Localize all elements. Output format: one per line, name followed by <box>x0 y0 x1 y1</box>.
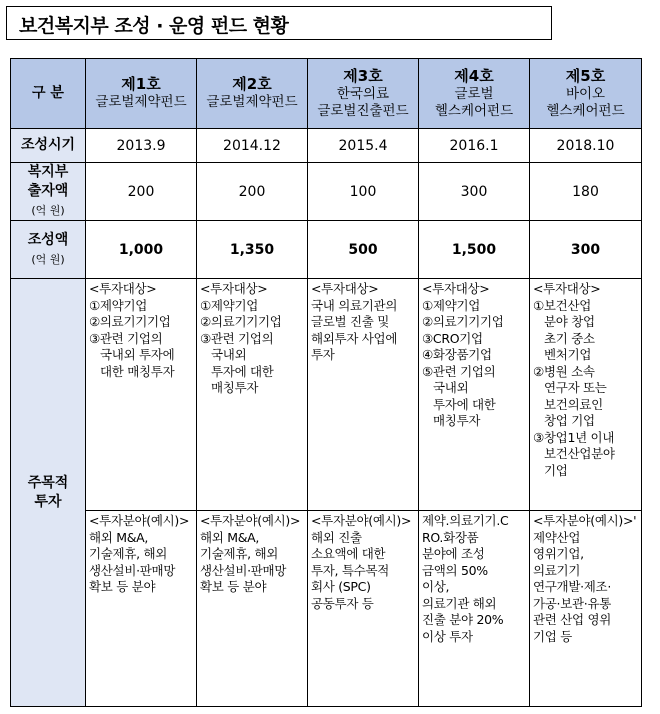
areas-line: 확보 등 분야 <box>200 579 267 594</box>
targets-line: <투자대상> <box>533 281 601 296</box>
areas-line: RO.화장품 <box>422 529 479 545</box>
areas-line: 생산설비·판매망 <box>200 562 287 578</box>
total-value: 500 <box>308 221 419 279</box>
targets-line: ③CRO기업 <box>422 330 483 346</box>
total-value: 1,500 <box>419 221 530 279</box>
main-label: 주목적 투자 <box>11 279 86 707</box>
areas-line: 소요액에 대한 <box>311 546 386 561</box>
targets-line: ②의료기기기업 <box>89 314 171 329</box>
targets-line: 국내외 투자에 <box>89 347 175 362</box>
areas-line: 해외 M&A, <box>89 529 149 545</box>
areas-line: <투자분야(예시)> <box>200 513 301 528</box>
period-value: 2013.9 <box>86 129 197 163</box>
targets-cell-2 <box>197 279 308 511</box>
areas-line: 공동투자 등 <box>311 595 374 611</box>
targets-line: 초기 중소 <box>533 330 595 346</box>
fund-header-2: 제2호 글로벌제약펀드 <box>197 59 308 129</box>
targets-line: ④화장품기업 <box>422 347 492 362</box>
targets-line: <투자대상> <box>422 281 490 296</box>
targets-line: 국내외 <box>200 347 247 362</box>
targets-line: <투자대상> <box>200 281 268 296</box>
areas-line: 해외 M&A, <box>200 529 260 545</box>
areas-line: <투자분야(예시)> <box>89 513 190 528</box>
total-value: 1,000 <box>86 221 197 279</box>
areas-line: 생산설비·판매망 <box>89 562 176 578</box>
period-row <box>11 129 642 163</box>
page-title: 보건복지부 조성 · 운영 펀드 현황 <box>19 15 289 37</box>
targets-line: ①제약기업 <box>422 297 481 313</box>
targets-line: 투자에 대한 <box>422 396 496 412</box>
targets-line: 대한 매칭투자 <box>89 363 175 379</box>
fund-header-1: 제1호 글로벌제약펀드 <box>86 59 197 129</box>
total-value: 1,350 <box>197 221 308 279</box>
areas-line: 영위기업, <box>533 546 584 561</box>
fund-header-5: 제5호 바이오 헬스케어펀드 <box>530 59 642 129</box>
areas-line: 이상, <box>422 579 450 594</box>
targets-line: ③관련 기업의 <box>89 330 163 346</box>
areas-line: 확보 등 분야 <box>89 579 156 594</box>
targets-cell-1 <box>86 279 197 511</box>
gov-label: 복지부 출자액 (억 원) <box>11 163 86 221</box>
gov-value: 180 <box>530 163 642 221</box>
areas-cell-3 <box>308 511 419 707</box>
areas-line: 의료기관 해외 <box>422 595 497 611</box>
targets-line: 분야 창업 <box>533 314 595 329</box>
targets-line: 연구자 또는 <box>533 380 607 395</box>
areas-line: 해외 진출 <box>311 529 362 545</box>
period-value: 2015.4 <box>308 129 419 163</box>
targets-line: 보건의료인 <box>533 396 603 412</box>
areas-line: <투자분야(예시)> <box>311 513 412 528</box>
targets-line: 기업 <box>533 462 568 478</box>
targets-line: 매칭투자 <box>200 380 259 395</box>
gov-value: 200 <box>197 163 308 221</box>
targets-line: 투자에 대한 <box>200 363 274 379</box>
areas-line: 관련 산업 영위 <box>533 612 611 627</box>
targets-cell-4 <box>419 279 530 511</box>
targets-line: <투자대상> <box>311 281 379 296</box>
period-value: 2018.10 <box>530 129 642 163</box>
header-label: 구 분 <box>11 59 86 129</box>
targets-row <box>11 279 642 511</box>
areas-cell-4 <box>419 511 530 707</box>
areas-line: 회사 (SPC) <box>311 579 371 594</box>
areas-row <box>11 511 642 707</box>
areas-cell-5 <box>530 511 642 707</box>
targets-line: 투자 <box>311 347 335 362</box>
targets-line: ③관련 기업의 <box>200 330 274 346</box>
areas-line: 기술제휴, 해외 <box>200 546 278 561</box>
targets-line: ①제약기업 <box>200 297 259 313</box>
targets-line: 매칭투자 <box>422 413 481 428</box>
targets-line: ①보건산업 <box>533 297 592 313</box>
areas-line: 제약.의료기기.C <box>422 513 509 528</box>
total-label: 조성액 (억 원) <box>11 221 86 279</box>
areas-line: 가공·보관·유통 <box>533 595 611 611</box>
areas-line: 연구개발·제조· <box>533 579 611 594</box>
areas-line: 금액의 50% <box>422 562 488 578</box>
targets-line: 국내외 <box>422 380 469 395</box>
targets-cell-3 <box>308 279 419 511</box>
targets-line: <투자대상> <box>89 281 157 296</box>
areas-line: 기술제휴, 해외 <box>89 546 167 561</box>
targets-line: 벤처기업 <box>533 347 592 362</box>
period-value: 2016.1 <box>419 129 530 163</box>
targets-line: ②병원 소속 <box>533 363 595 379</box>
areas-line: 진출 분야 20% <box>422 612 504 627</box>
title-box <box>6 6 552 40</box>
targets-line: 창업 기업 <box>533 413 595 428</box>
areas-cell-2 <box>197 511 308 707</box>
areas-line: 투자, 특수목적 <box>311 562 389 578</box>
gov-row <box>11 163 642 221</box>
fund-header-3: 제3호 한국의료 글로벌진출펀드 <box>308 59 419 129</box>
targets-line: 해외투자 사업에 <box>311 330 398 346</box>
targets-line: 보건산업분야 <box>533 446 615 461</box>
areas-cell-1 <box>86 511 197 707</box>
total-value: 300 <box>530 221 642 279</box>
targets-line: ①제약기업 <box>89 297 148 313</box>
gov-value: 300 <box>419 163 530 221</box>
targets-line: ③창업1년 이내 <box>533 429 615 445</box>
areas-line: 분야에 조성 <box>422 546 485 561</box>
targets-line: 국내 의료기관의 <box>311 297 398 313</box>
areas-line: 기업 등 <box>533 628 572 644</box>
gov-value: 100 <box>308 163 419 221</box>
total-row <box>11 221 642 279</box>
fund-status-table <box>10 58 642 707</box>
targets-line: ②의료기기기업 <box>422 314 504 329</box>
period-value: 2014.12 <box>197 129 308 163</box>
targets-line: ⑤관련 기업의 <box>422 363 496 379</box>
areas-line: <투자분야(예시)>' <box>533 513 637 528</box>
fund-header-4: 제4호 글로벌 헬스케어펀드 <box>419 59 530 129</box>
targets-line: ②의료기기기업 <box>200 314 282 329</box>
gov-value: 200 <box>86 163 197 221</box>
targets-cell-5 <box>530 279 642 511</box>
targets-line: 글로벌 진출 및 <box>311 314 389 329</box>
areas-line: 의료기기 <box>533 562 581 578</box>
areas-line: 이상 투자 <box>422 628 473 644</box>
period-label: 조성시기 <box>11 129 86 163</box>
areas-line: 제약산업 <box>533 529 581 545</box>
header-row <box>11 59 642 129</box>
